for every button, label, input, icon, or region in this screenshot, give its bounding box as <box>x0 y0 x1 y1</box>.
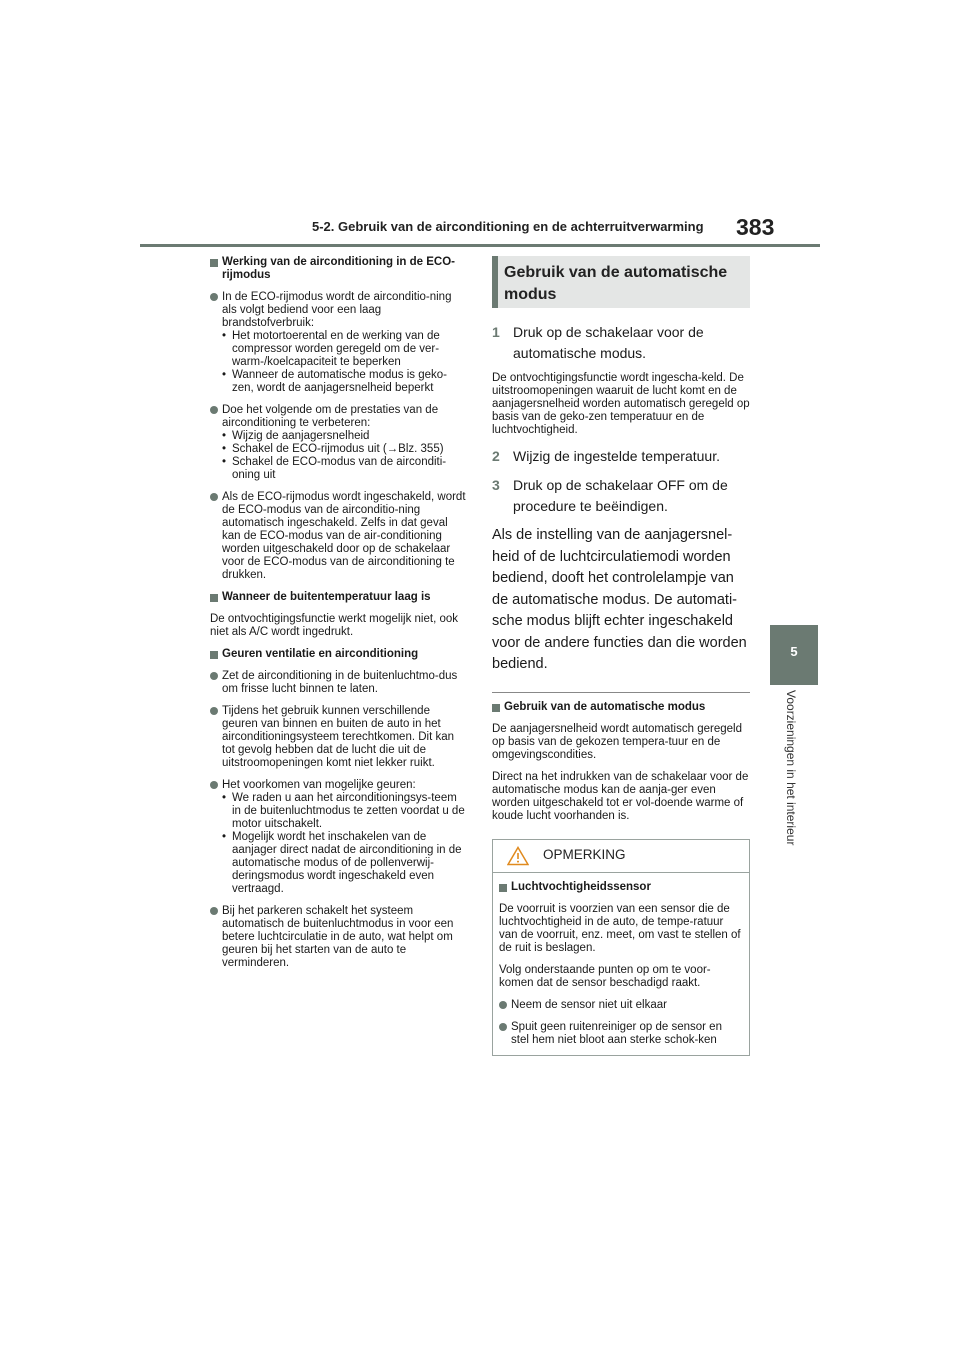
circle-bullet-icon <box>499 1001 507 1009</box>
sub-list-item: • Schakel de ECO-rijmodus uit (→Blz. 355) <box>222 443 444 455</box>
chapter-tab: 5 <box>770 625 818 685</box>
paragraph: Volg onderstaande punten op om te voor-komen dat de sensor beschadigd raakt. <box>499 963 711 989</box>
notice-title: OPMERKING <box>543 846 626 862</box>
step-3: 3 Druk op de schakelaar OFF om de procedure te beëindigen. <box>492 477 728 514</box>
subheading-auto-mode: Gebruik van de automatische modus <box>492 701 750 714</box>
section-title: Gebruik van de automatische modus <box>504 264 728 303</box>
circle-bullet-icon <box>210 707 218 715</box>
divider <box>492 692 750 693</box>
sub-list-item: • Schakel de ECO-modus van de airconditi-oning uit <box>222 456 447 481</box>
step-1: 1 Druk op de schakelaar voor de automatische modus. <box>492 324 704 361</box>
square-bullet-icon <box>499 884 507 892</box>
circle-bullet-icon <box>499 1023 507 1031</box>
paragraph: De ontvochtigingsfunctie werkt mogelijk niet, ook niet als A/C wordt ingedrukt. <box>210 613 459 638</box>
body-paragraph: Als de instelling van de aanjagersnel-heid of de luchtcirculatiemodi worden bediend, dooft het controlelampje van de automatische modus. De automati-sche modus blijft echter ingeschakeld voor de andere functies dan die worden bediend. <box>492 527 747 672</box>
square-bullet-icon <box>492 704 500 712</box>
sub-list-item: • Mogelijk wordt het inschakelen van de aanjager direct nadat de airconditioning in de automatische modus of de pollenverwij-deringsmodus wordt ingeschakeld even vertraagd. <box>222 831 462 895</box>
notice-subheading: Luchtvochtigheidssensor <box>499 881 743 894</box>
circle-bullet-icon <box>210 672 218 680</box>
list-item: Spuit geen ruitenreiniger op de sensor en stel hem niet bloot aan sterke schok-ken <box>499 1021 743 1047</box>
list-item: Doe het volgende om de prestaties van de airconditioning te verbeteren: • Wijzig de aanjagersnelheid • Schakel de ECO-rijmodus uit (→Blz. 355) • Schakel de ECO-modus van de airconditi-oning uit <box>210 404 468 482</box>
notice-body <box>493 873 749 1055</box>
sub-list-item: • We raden u aan het airconditioningsys-teem in de buitenluchtmodus te zetten voordat u de motor uitschakelt. <box>222 792 465 830</box>
subheading-eco-mode: Werking van de airconditioning in de ECO-rijmodus <box>210 256 468 282</box>
square-bullet-icon <box>210 651 218 659</box>
circle-bullet-icon <box>210 293 218 301</box>
paragraph: De voorruit is voorzien van een sensor die de luchtvochtigheid in de auto, de tempe-ratuur van de voorruit, enz. meet, om vast te stellen of de ruit is beslagen. <box>499 902 741 954</box>
sub-list-item: • Wijzig de aanjagersnelheid <box>222 430 370 442</box>
sub-list <box>222 430 468 482</box>
paragraph: De aanjagersnelheid wordt automatisch geregeld op basis van de gekozen tempera-tuur en de omgevingscondities. <box>492 722 742 761</box>
subheading-low-temperature: Wanneer de buitentemperatuur laag is <box>210 591 468 604</box>
list-item: Bij het parkeren schakelt het systeem automatisch de buitenluchtmodus in voor een betere luchtcirculatie in de auto, wat helpt om geuren bij het starten van de auto te verminderen. <box>210 905 468 970</box>
list-item: Als de ECO-rijmodus wordt ingeschakeld, wordt de ECO-modus van de airconditio-ning automatisch ingeschakeld. Zelfs in dat geval kan de ECO-modus van de air-conditioning worden uitgeschakeld door op de schakelaar voor de ECO-modus van de airconditioning te drukken. <box>210 491 468 582</box>
notice-box <box>492 839 750 1056</box>
list-item: Tijdens het gebruik kunnen verschillende geuren van binnen en buiten de auto in het airconditioningsysteem terechtkomen. Dit kan tot gevolg hebben dat de lucht die uit de uitstroomopeningen komt niet lekker ruikt. <box>210 705 468 770</box>
list-item: Neem de sensor niet uit elkaar <box>499 999 743 1012</box>
square-bullet-icon <box>210 259 218 267</box>
circle-bullet-icon <box>210 781 218 789</box>
section-title-box <box>492 256 750 308</box>
sub-list-item: • Wanneer de automatische modus is geko-zen, wordt de aanjagersnelheid beperkt <box>222 369 447 394</box>
sub-list-item: • Het motortoerental en de werking van de compressor worden geregeld om de ver-warm-/koelcapaciteit te beperken <box>222 330 440 368</box>
step-1-note: De ontvochtigingsfunctie wordt ingescha-keld. De uitstroomopeningen waaruit de lucht komt en de aanjagersnelheid worden automatisch geregeld op basis van de geko-zen temperatuur en de luchtvochtigheid. <box>492 372 750 436</box>
list-item: Zet de airconditioning in de buitenluchtmo-dus om frisse lucht binnen te laten. <box>210 670 468 696</box>
sub-list <box>222 330 468 395</box>
chapter-side-label <box>782 690 802 880</box>
sub-list <box>222 792 468 896</box>
list-item: In de ECO-rijmodus wordt de airconditio-ning als volgt bediend voor een laag brandstofverbruik: • Het motortoerental en de werking van de compressor worden geregeld om de ver-warm-/koelcapaciteit te beperken • Wanneer de automatische modus is geko-zen, wordt de aanjagersnelheid beperkt <box>210 291 468 395</box>
circle-bullet-icon <box>210 907 218 915</box>
page-number: 383 <box>736 214 775 240</box>
list-item: Het voorkomen van mogelijke geuren: • We raden u aan het airconditioningsys-teem in de buitenluchtmodus te zetten voordat u de motor uitschakelt. • Mogelijk wordt het inschakelen van de aanjager direct nadat de airconditioning in de automatische modus of de pollenverwij-deringsmodus wordt ingeschakeld even vertraagd. <box>210 779 468 896</box>
circle-bullet-icon <box>210 406 218 414</box>
subheading-odors: Geuren ventilatie en airconditioning <box>210 648 468 661</box>
notice-header <box>493 840 749 873</box>
left-column <box>210 256 468 979</box>
section-header-title: 5-2. Gebruik van de airconditioning en de achterruitverwarming <box>312 219 704 234</box>
paragraph: Direct na het indrukken van de schakelaar voor de automatische modus kan de aanja-ger even worden uitgeschakeld tot er vol-doende warme of koude lucht voorhanden is. <box>492 770 749 822</box>
circle-bullet-icon <box>210 493 218 501</box>
chapter-label-text: Voorzieningen in het interieur <box>784 690 798 846</box>
step-2: 2 Wijzig de ingestelde temperatuur. <box>492 448 720 464</box>
square-bullet-icon <box>210 594 218 602</box>
warning-triangle-icon <box>507 846 529 866</box>
header-rule <box>140 244 820 247</box>
right-column <box>492 256 750 1056</box>
